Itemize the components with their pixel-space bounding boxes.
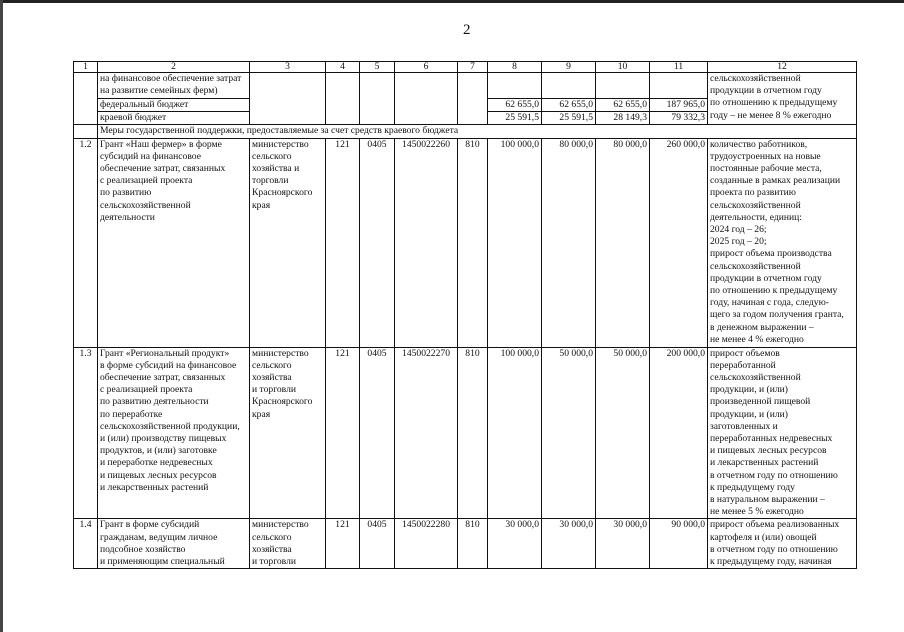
section-row xyxy=(74,125,857,138)
result-indicator-text: сельскохозяйственной продукции в отчетном году по отношению к предыдущему году – не менее 8 % ежегодно xyxy=(708,73,857,125)
table-cell: 810 xyxy=(458,138,488,347)
column-header: 9 xyxy=(542,62,596,73)
budget-table xyxy=(73,61,857,569)
row-label-federal: федеральный бюджет xyxy=(98,99,250,112)
table-cell: 50 000,0 xyxy=(596,347,650,519)
table-cell: 100 000,0 xyxy=(488,347,542,519)
table-cell: 1450022280 xyxy=(395,519,458,569)
responsible-org: министерство сельского хозяйства и торговли Красноярского края xyxy=(250,347,326,519)
table-cell: 79 332,3 xyxy=(650,112,708,125)
section-title: Меры государственной поддержки, предоставляемые за счет средств краевого бюджета xyxy=(98,125,857,138)
column-header: 2 xyxy=(98,62,250,73)
row-number: 1.2 xyxy=(74,138,98,347)
result-indicator-text: прирост объемов переработанной сельскохозяйственной продукции, и (или) произведенной пищевой продукции, и (или) заготовленных и переработанных недревесных и пищевых лесных ресурсов и лекарственных растений в отчетном году по отношению к предыдущему году в натуральном выражении – не менее 5 % ежегодно xyxy=(708,347,857,519)
responsible-org: министерство сельского хозяйства и торговли Красноярского края xyxy=(250,138,326,347)
measure-name: Грант в форме субсидий гражданам, ведущим личное подсобное хозяйство и применяющим специальный xyxy=(98,519,250,569)
row-number: 1.4 xyxy=(74,519,98,569)
table-cell: 200 000,0 xyxy=(650,347,708,519)
table-cell: 30 000,0 xyxy=(596,519,650,569)
column-header: 8 xyxy=(488,62,542,73)
column-header: 7 xyxy=(458,62,488,73)
continuation-text: на финансовое обеспечение затрат xyxy=(100,73,242,84)
table-row xyxy=(74,138,857,347)
column-header: 1 xyxy=(74,62,98,73)
table-cell: 810 xyxy=(458,347,488,519)
table-cell: 30 000,0 xyxy=(542,519,596,569)
table-cell: 0405 xyxy=(360,519,395,569)
column-header: 10 xyxy=(596,62,650,73)
column-header: 4 xyxy=(326,62,360,73)
table-cell: 90 000,0 xyxy=(650,519,708,569)
table-header-row xyxy=(74,62,857,73)
table-cell: 50 000,0 xyxy=(542,347,596,519)
column-header: 11 xyxy=(650,62,708,73)
result-indicator-text: прирост объема реализованных картофеля и (или) овощей в отчетном году по отношению к предыдущему году, начиная xyxy=(708,519,857,569)
table-cell: 30 000,0 xyxy=(488,519,542,569)
table-cell: 80 000,0 xyxy=(542,138,596,347)
table-cell: 0405 xyxy=(360,138,395,347)
table-row xyxy=(74,347,857,519)
table-row xyxy=(74,519,857,569)
scan-top-edge xyxy=(0,0,904,3)
column-header: 6 xyxy=(395,62,458,73)
table-cell: 1450022270 xyxy=(395,347,458,519)
table-cell: 25 591,5 xyxy=(488,112,542,125)
table-cell: 187 965,0 xyxy=(650,99,708,112)
table-row xyxy=(74,73,857,99)
scan-left-edge xyxy=(0,0,3,632)
table-cell: 28 149,3 xyxy=(596,112,650,125)
measure-name: Грант «Наш фермер» в форме субсидий на финансовое обеспечение затрат, связанных с реализацией проекта по развитию сельскохозяйственной деятельности xyxy=(98,138,250,347)
result-indicator-text: количество работников, трудоустроенных на новые постоянные рабочие места, созданные в рамках реализации проекта по развитию сельскохозяйственной деятельности, единиц: 2024 год – 26; 2025 год – 20; прирост объема производства сельскохозяйственной продукции в отчетном году по отношению к предыдущему году, начиная с года, следую- щего за годом получения гранта, в денежном выражении – не менее 4 % ежегодно xyxy=(708,138,857,347)
responsible-org: министерство сельского хозяйства и торговли xyxy=(250,519,326,569)
table-cell: 1450022260 xyxy=(395,138,458,347)
measure-name: Грант «Региональный продукт» в форме субсидий на финансовое обеспечение затрат, связанных с реализацией проекта по развитию деятельности по переработке сельскохозяйственной продукции, и (или) производству пищевых продуктов, и (или) заготовке и переработке недревесных и пищевых лесных ресурсов и лекарственных растений xyxy=(98,347,250,519)
table-cell: 62 655,0 xyxy=(542,99,596,112)
row-number: 1.3 xyxy=(74,347,98,519)
column-header: 12 xyxy=(708,62,857,73)
column-header: 5 xyxy=(360,62,395,73)
page-number: 2 xyxy=(463,22,471,38)
table-cell: 62 655,0 xyxy=(488,99,542,112)
table-cell: 25 591,5 xyxy=(542,112,596,125)
table-cell: 121 xyxy=(326,138,360,347)
column-header: 3 xyxy=(250,62,326,73)
table-cell: 260 000,0 xyxy=(650,138,708,347)
table-cell: 0405 xyxy=(360,347,395,519)
table-cell: 121 xyxy=(326,347,360,519)
table-cell: 810 xyxy=(458,519,488,569)
table-cell: 80 000,0 xyxy=(596,138,650,347)
table-cell: 62 655,0 xyxy=(596,99,650,112)
table-cell: 100 000,0 xyxy=(488,138,542,347)
table-cell: 121 xyxy=(326,519,360,569)
continuation-text: на развитие семейных ферм) xyxy=(100,85,218,97)
row-label-regional: краевой бюджет xyxy=(98,112,250,125)
